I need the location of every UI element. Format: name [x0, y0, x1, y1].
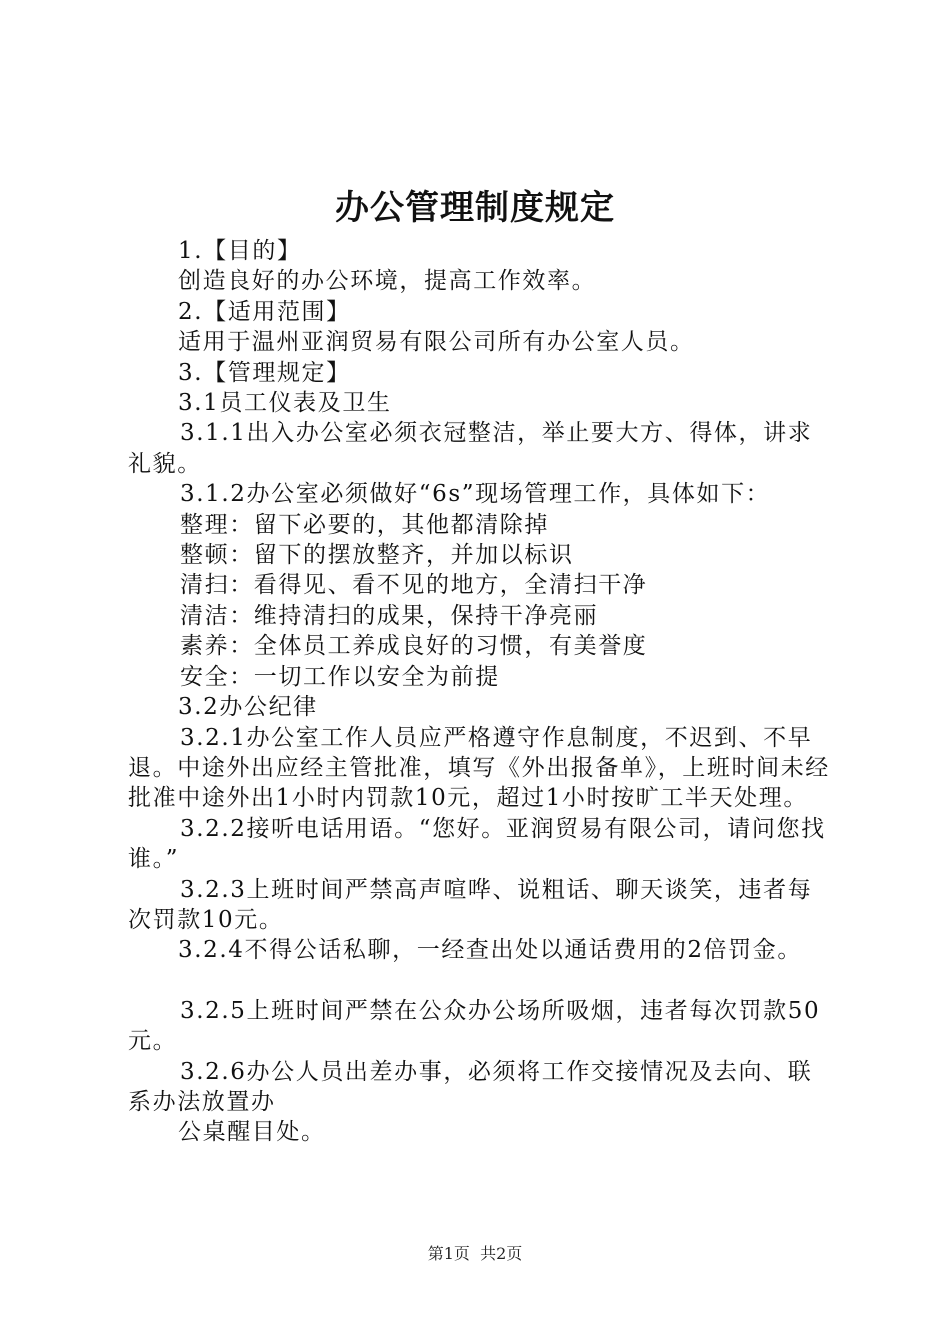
- subsection-heading-discipline: 3.2办公纪律: [178, 694, 318, 721]
- list-item-seiketsu: 清洁：维持清扫的成果，保持干净亮丽: [180, 602, 599, 629]
- subsection-heading-appearance: 3.1员工仪表及卫生: [178, 390, 392, 417]
- paragraph-3-2-3: 3.2.3上班时间严禁高声喧哗、说粗话、聊天谈笑，违者每次罚款10元。: [128, 876, 813, 933]
- paragraph-3-1-2: 3.1.2办公室必须做好“6s”现场管理工作，具体如下：: [180, 481, 771, 508]
- section-heading-rules: 3.【管理规定】: [178, 359, 351, 386]
- paragraph-scope: 适用于温州亚润贸易有限公司所有办公室人员。: [178, 329, 695, 356]
- list-item-seiri: 整理：留下必要的，其他都清除掉: [180, 511, 549, 538]
- list-item-safety: 安全：一切工作以安全为前提: [180, 663, 500, 690]
- blank-line: [128, 966, 830, 996]
- list-item-shitsuke: 素养：全体员工养成良好的习惯，有美誉度: [180, 633, 648, 660]
- section-heading-purpose: 1.【目的】: [178, 238, 302, 264]
- list-item-seiton: 整顿：留下的摆放整齐，并加以标识: [180, 542, 574, 569]
- paragraph-3-2-6-continued: 公桌醒目处。: [178, 1119, 326, 1146]
- document-body: [128, 236, 830, 1148]
- paragraph-purpose: 创造良好的办公环境，提高工作效率。: [178, 268, 597, 295]
- document-title: 办公管理制度规定: [335, 188, 615, 228]
- paragraph-3-2-2: 3.2.2接听电话用语。“您好。亚润贸易有限公司，请问您找谁。”: [128, 815, 826, 873]
- page-number: 第1页 共2页: [427, 1244, 523, 1263]
- page-footer: [0, 1242, 950, 1266]
- paragraph-3-2-1: 3.2.1办公室工作人员应严格遵守作息制度，不迟到、不早退。中途外出应经主管批准，填写《外出报备单》，上班时间未经批准中途外出1小时内罚款10元，超过1小时按旷工半天处理。: [128, 724, 830, 812]
- list-item-seiso: 清扫：看得见、看不见的地方，全清扫干净: [180, 572, 648, 599]
- paragraph-3-2-4: 3.2.4不得公话私聊，一经查出处以通话费用的2倍罚金。: [178, 937, 802, 964]
- paragraph-3-2-5: 3.2.5上班时间严禁在公众办公场所吸烟，违者每次罚款50元。: [128, 997, 821, 1055]
- paragraph-3-2-6: 3.2.6办公人员出差办事，必须将工作交接情况及去向、联系办法放置办: [128, 1058, 813, 1115]
- section-heading-scope: 2.【适用范围】: [178, 298, 351, 325]
- paragraph-3-1-1: 3.1.1出入办公室必须衣冠整洁，举止要大方、得体，讲求礼貌。: [128, 420, 813, 477]
